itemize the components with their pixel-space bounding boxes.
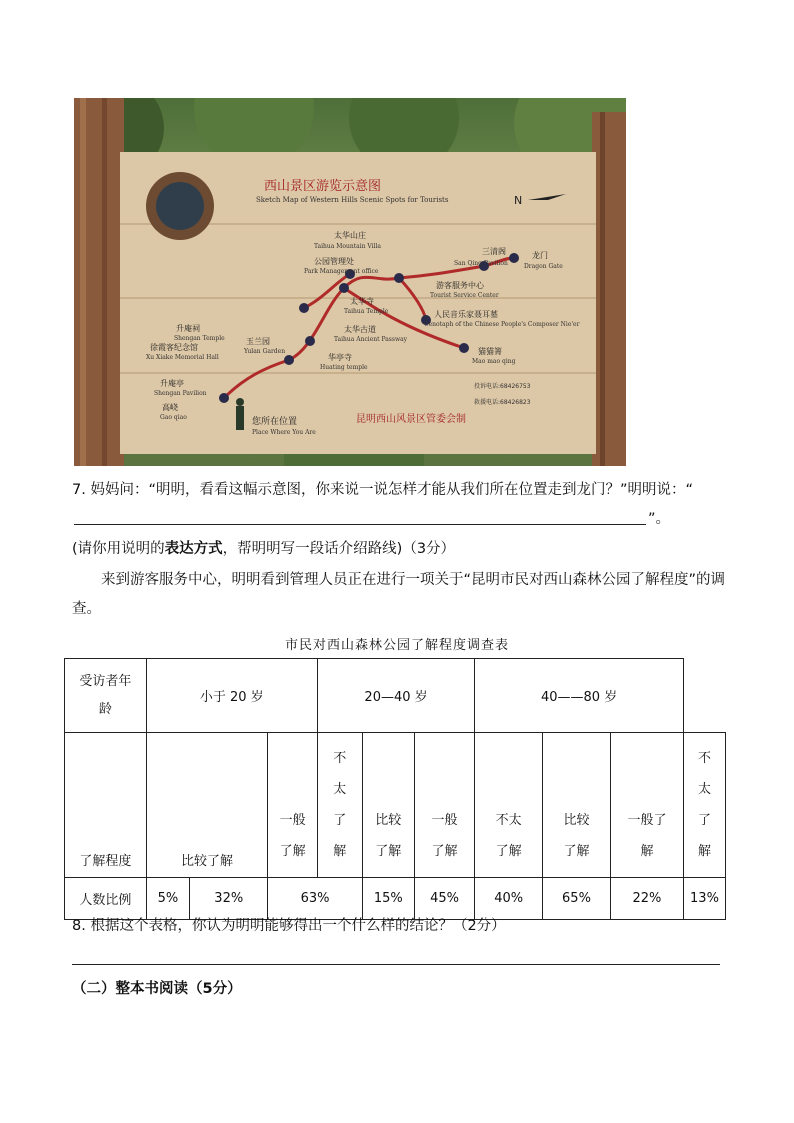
label-tourist-center-en: Tourist Service Center <box>430 292 499 299</box>
header-ratio: 人数比例 <box>65 878 147 920</box>
ratio-cell: 5% <box>146 878 189 920</box>
level-cell: 不太了解 <box>683 733 725 878</box>
survey-table <box>64 658 726 920</box>
org-label: 昆明西山风景区管委会制 <box>356 414 466 425</box>
header-age: 受访者年龄 <box>65 659 147 733</box>
table-row <box>65 659 726 733</box>
age-group-under-20: 小于 20 岁 <box>146 659 317 733</box>
label-gaoqiao: 高峣 <box>162 403 178 412</box>
label-tourist-center: 游客服务中心 <box>436 281 484 290</box>
level-cell: 比较了解 <box>146 733 268 878</box>
label-you-are-here: 您所在位置 <box>252 417 298 427</box>
level-cell: 不太了解 <box>475 733 543 878</box>
answer-blank-7[interactable] <box>74 508 646 525</box>
level-cell: 一般了解 <box>268 733 318 878</box>
label-dragon-gate-en: Dragon Gate <box>524 263 563 270</box>
label-shengan-pavilion: 升庵亭 <box>160 379 184 388</box>
emphasis-expression: 表达方式 <box>164 541 223 557</box>
person-icon <box>236 406 244 430</box>
label-maomaoqing-en: Mao mao qing <box>472 358 516 365</box>
label-yulan: 玉兰园 <box>246 337 270 346</box>
question-7-close: ”。 <box>648 511 671 527</box>
answer-line-8[interactable] <box>72 964 720 965</box>
header-level: 了解程度 <box>65 733 147 878</box>
level-cell: 一般了解 <box>414 733 474 878</box>
label-gaoqiao-en: Gao qiao <box>160 414 187 421</box>
north-label: N <box>514 194 523 207</box>
question-8: 8. 根据这个表格，你认为明明能够得出一个什么样的结论？（2分） <box>72 918 506 934</box>
label-nieer-en: Cenotaph of the Chinese People's Composer Nie'er <box>424 321 580 328</box>
label-taihua-villa-en: Taihua Mountain Villa <box>314 243 381 250</box>
label-ancient-passway-en: Taihua Ancient Passway <box>334 336 408 343</box>
scenic-map-photo <box>74 98 626 466</box>
label-xu-xiake: 徐霞客纪念馆 <box>150 343 198 352</box>
map-title: 西山景区游览示意图 <box>264 179 382 194</box>
ratio-cell: 13% <box>683 878 725 920</box>
label-shengan-temple: 升庵祠 <box>176 324 200 333</box>
label-taihua-temple: 太华寺 <box>350 297 374 306</box>
ratio-cell: 63% <box>268 878 362 920</box>
ratio-cell: 40% <box>475 878 543 920</box>
label-you-are-here-en: Place Where You Are <box>252 429 316 436</box>
phone-complaint: 投诉电话:68426753 <box>474 383 531 390</box>
phone-rescue: 救援电话:68426823 <box>474 399 531 406</box>
ratio-cell: 32% <box>190 878 268 920</box>
level-cell: 一般了解 <box>610 733 683 878</box>
label-shengan-temple-en: Shengan Temple <box>174 335 225 342</box>
label-yulan-en: Yulan Garden <box>244 348 286 355</box>
level-cell: 比较了解 <box>543 733 611 878</box>
ratio-cell: 65% <box>543 878 611 920</box>
label-xu-xiake-en: Xu Xiake Memorial Hall <box>146 354 219 361</box>
label-nieer: 人民音乐家聂耳墓 <box>434 310 498 319</box>
question-7-text: 7. 妈妈问：“明明，看看这幅示意图，你来说一说怎样才能从我们所在位置走到龙门？”明明说：“ <box>72 482 693 498</box>
question-7-note: (请你用说明的表达方式，帮明明写一段话介绍路线)（3分） <box>72 541 456 557</box>
label-shengan-pavilion-en: Shengan Pavilion <box>154 390 207 397</box>
table-row <box>65 733 726 878</box>
label-ancient-passway: 太华古道 <box>344 325 376 334</box>
label-taihua-temple-en: Taihua Temple <box>344 308 389 315</box>
scenic-map-illustration <box>74 98 626 466</box>
table-title: 市民对西山森林公园了解程度调查表 <box>284 638 509 653</box>
age-group-40-80: 40——80 岁 <box>475 659 684 733</box>
context-paragraph: 来到游客服务中心，明明看到管理人员正在进行一项关于“昆明市民对西山森林公园了解程度”的调查。 <box>72 572 726 617</box>
map-title-en: Sketch Map of Western Hills Scenic Spots for Tourists <box>256 196 449 204</box>
label-sanqing-en: San Qing Pavilion <box>454 260 508 267</box>
ratio-cell: 22% <box>610 878 683 920</box>
question-7 <box>72 476 732 534</box>
label-park-management: 公园管理处 <box>314 257 354 266</box>
age-group-20-40: 20—40 岁 <box>317 659 474 733</box>
ratio-cell: 45% <box>414 878 474 920</box>
label-sanqing: 三清阁 <box>482 247 506 256</box>
label-huating-en: Huating temple <box>320 364 368 371</box>
ratio-cell: 15% <box>362 878 414 920</box>
section-heading: （二）整本书阅读（5分） <box>72 981 242 997</box>
label-huating: 华亭寺 <box>328 353 352 362</box>
level-cell: 比较了解 <box>362 733 414 878</box>
label-maomaoqing: 猫猫箐 <box>478 347 502 356</box>
level-cell: 不太了解 <box>317 733 362 878</box>
label-taihua-villa: 太华山庄 <box>334 231 366 240</box>
label-dragon-gate: 龙门 <box>532 251 548 260</box>
label-park-management-en: Park Management office <box>304 268 379 275</box>
